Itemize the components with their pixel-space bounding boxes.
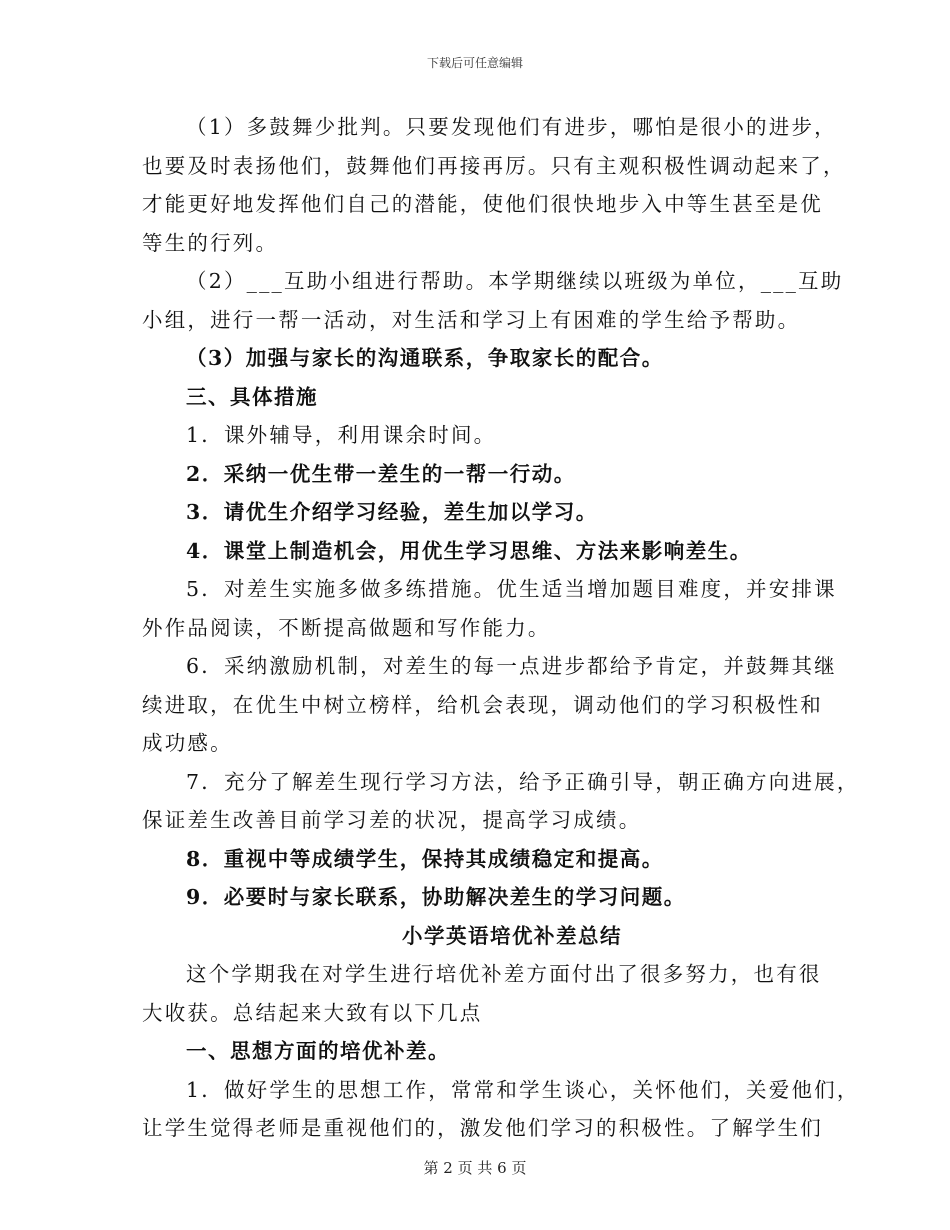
- text-line: 大收获。总结起来大致有以下几点: [142, 1000, 483, 1025]
- text-line: 续进取，在优生中树立榜样，给机会表现，调动他们的学习积极性和: [142, 692, 823, 717]
- text-line: 1．课外辅导，利用课余时间。: [186, 423, 497, 447]
- text-line: 1．做好学生的思想工作，常常和学生谈心，关怀他们，关爱他们，: [186, 1077, 860, 1102]
- text-line: 等生的行列。: [142, 230, 279, 255]
- text-line: （2）___互助小组进行帮助。本学期继续以班级为单位，___互助: [186, 269, 844, 293]
- text-line: 也要及时表扬他们，鼓舞他们再接再厉。只有主观积极性调动起来了，: [142, 153, 846, 178]
- document-body: [142, 108, 860, 1148]
- text-line: （1）多鼓舞少批判。只要发现他们有进步，哪怕是很小的进步，: [186, 115, 837, 139]
- text-line: 才能更好地发挥他们自己的潜能，使他们很快地步入中等生甚至是优: [142, 192, 823, 216]
- text-line: 3．请优生介绍学习经验，差生加以学习。: [186, 500, 598, 524]
- text-line: 小组，进行一帮一活动，对生活和学习上有困难的学生给予帮助。: [142, 307, 801, 332]
- text-line: 一、思想方面的培优补差。: [186, 1039, 450, 1063]
- text-line: 外作品阅读，不断提高做题和写作能力。: [142, 615, 551, 640]
- text-line: 7．充分了解差生现行学习方法，给予正确引导，朝正确方向进展，: [186, 769, 860, 794]
- text-line: （3）加强与家长的沟通联系，争取家长的配合。: [186, 346, 664, 370]
- text-line: 6．采纳激励机制，对差生的每一点进步都给予肯定，并鼓舞其继: [186, 654, 837, 678]
- text-line: 5．对差生实施多做多练措施。优生适当增加题目难度，并安排课: [186, 577, 837, 601]
- text-line: 成功感。: [142, 731, 233, 755]
- text-line: 8．重视中等成绩学生，保持其成绩稳定和提高。: [186, 846, 664, 871]
- text-line: 让学生觉得老师是重视他们的，激发他们学习的积极性。了解学生们: [142, 1116, 823, 1140]
- text-line: 2．采纳一优生带一差生的一帮一行动。: [186, 461, 576, 486]
- text-line: 9．必要时与家长联系，协助解决差生的学习问题。: [186, 885, 686, 909]
- text-line: 三、具体措施: [186, 384, 318, 409]
- text-line: 保证差生改善目前学习差的状况，提高学习成绩。: [142, 808, 642, 832]
- text-line: 这个学期我在对学生进行培优补差方面付出了很多努力，也有很: [186, 962, 822, 986]
- section-title: 小学英语培优补差总结: [402, 923, 622, 948]
- page-header: 下载后可任意编辑: [426, 56, 523, 70]
- page-footer: 第 2 页 共 6 页: [423, 1159, 527, 1177]
- text-line: 4．课堂上制造机会，用优生学习思维、方法来影响差生。: [186, 538, 752, 563]
